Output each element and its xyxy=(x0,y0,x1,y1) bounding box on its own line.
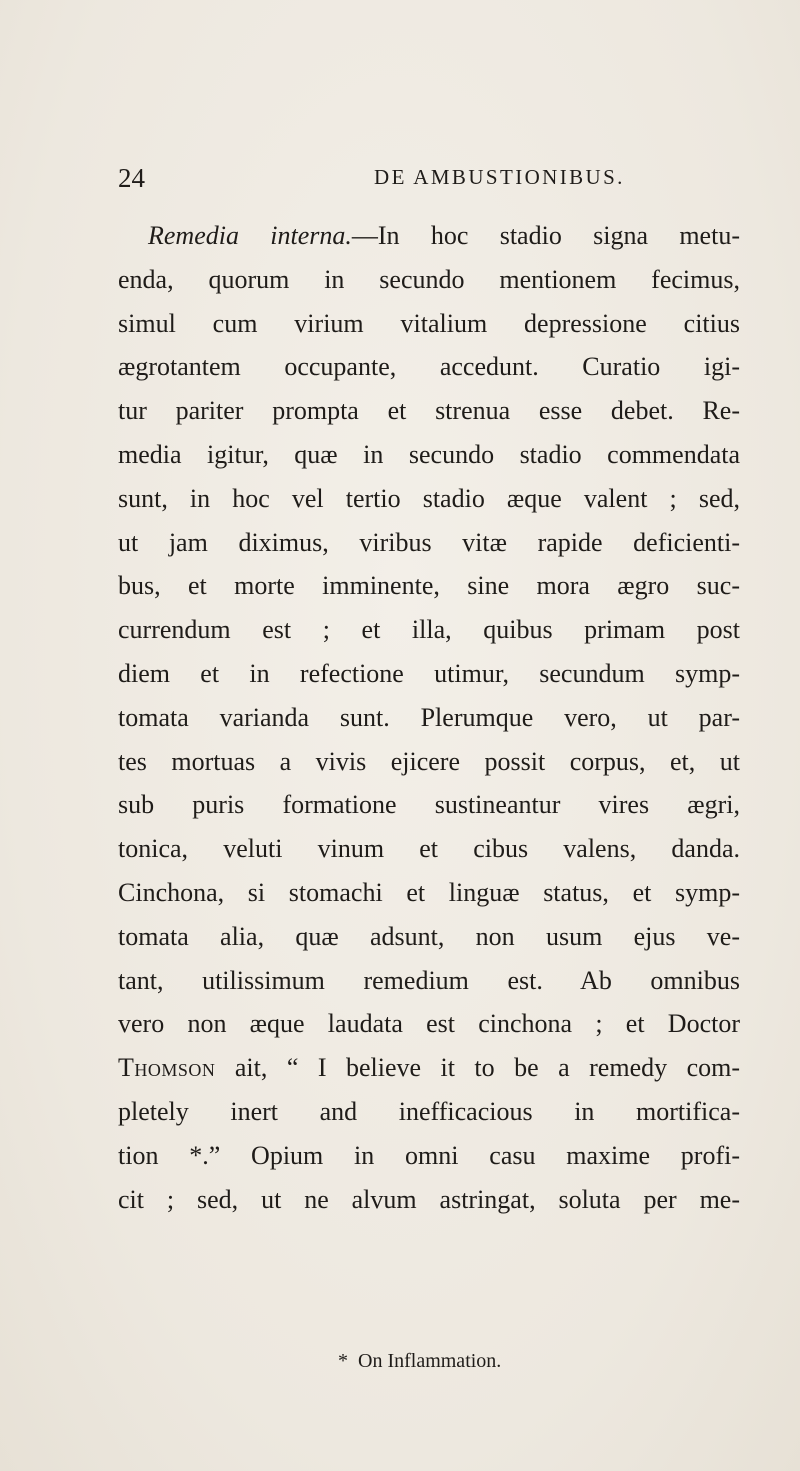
text-line-content: ait, “ I believe it to be a remedy com- xyxy=(215,1053,740,1083)
text-line: enda, quorum in secundo mentionem fecimus, xyxy=(118,264,740,294)
author-name: Thomson xyxy=(118,1053,216,1083)
text-line: diem et in refectione utimur, secundum symp- xyxy=(118,658,740,688)
section-heading: Remedia interna. xyxy=(148,221,352,250)
text-line xyxy=(118,214,740,258)
text-line: ut jam diximus, viribus vitæ rapide deficienti- xyxy=(118,527,740,557)
text-line: tomata alia, quæ adsunt, non usum ejus ve- xyxy=(118,921,740,951)
text-line: vero non æque laudata est cinchona ; et Doctor xyxy=(118,1009,740,1039)
text-line: ægrotantem occupante, accedunt. Curatio igi- xyxy=(118,352,740,382)
text-line: tur pariter prompta et strenua esse debet. Re- xyxy=(118,396,740,426)
text-line: sub puris formatione sustineantur vires ægri, xyxy=(118,790,740,820)
text-line: Cinchona, si stomachi et linguæ status, et symp- xyxy=(118,877,740,907)
text-line: simul cum virium vitalium depressione citius xyxy=(118,308,740,338)
footnote-marker: * xyxy=(338,1350,348,1372)
text-line: currendum est ; et illa, quibus primam post xyxy=(118,615,740,645)
text-line: tonica, veluti vinum et cibus valens, danda. xyxy=(118,834,740,864)
text-line: media igitur, quæ in secundo stadio commendata xyxy=(118,439,740,469)
footnote xyxy=(338,1350,501,1373)
text-line: tion *.” Opium in omni casu maxime profi- xyxy=(118,1140,740,1170)
text-line: tes mortuas a vivis ejicere possit corpus, et, ut xyxy=(118,746,740,776)
footnote-text: On Inflammation. xyxy=(358,1350,502,1372)
text-line: sunt, in hoc vel tertio stadio æque valent ; sed, xyxy=(118,483,740,513)
body-text xyxy=(118,214,740,1221)
running-head xyxy=(118,163,738,193)
running-title: DE AMBUSTIONIBUS. xyxy=(374,165,625,189)
text-line: cit ; sed, ut ne alvum astringat, soluta per me- xyxy=(118,1184,740,1214)
text-line: bus, et morte imminente, sine mora ægro suc- xyxy=(118,571,740,601)
text-line-content: —In hoc stadio signa metu- xyxy=(351,221,740,250)
text-line: tant, utilissimum remedium est. Ab omnibus xyxy=(118,965,740,995)
text-line: pletely inert and inefficacious in mortifica- xyxy=(118,1096,740,1126)
text-line xyxy=(118,1046,740,1090)
page-number: 24 xyxy=(118,163,145,193)
text-line: tomata varianda sunt. Plerumque vero, ut par- xyxy=(118,702,740,732)
